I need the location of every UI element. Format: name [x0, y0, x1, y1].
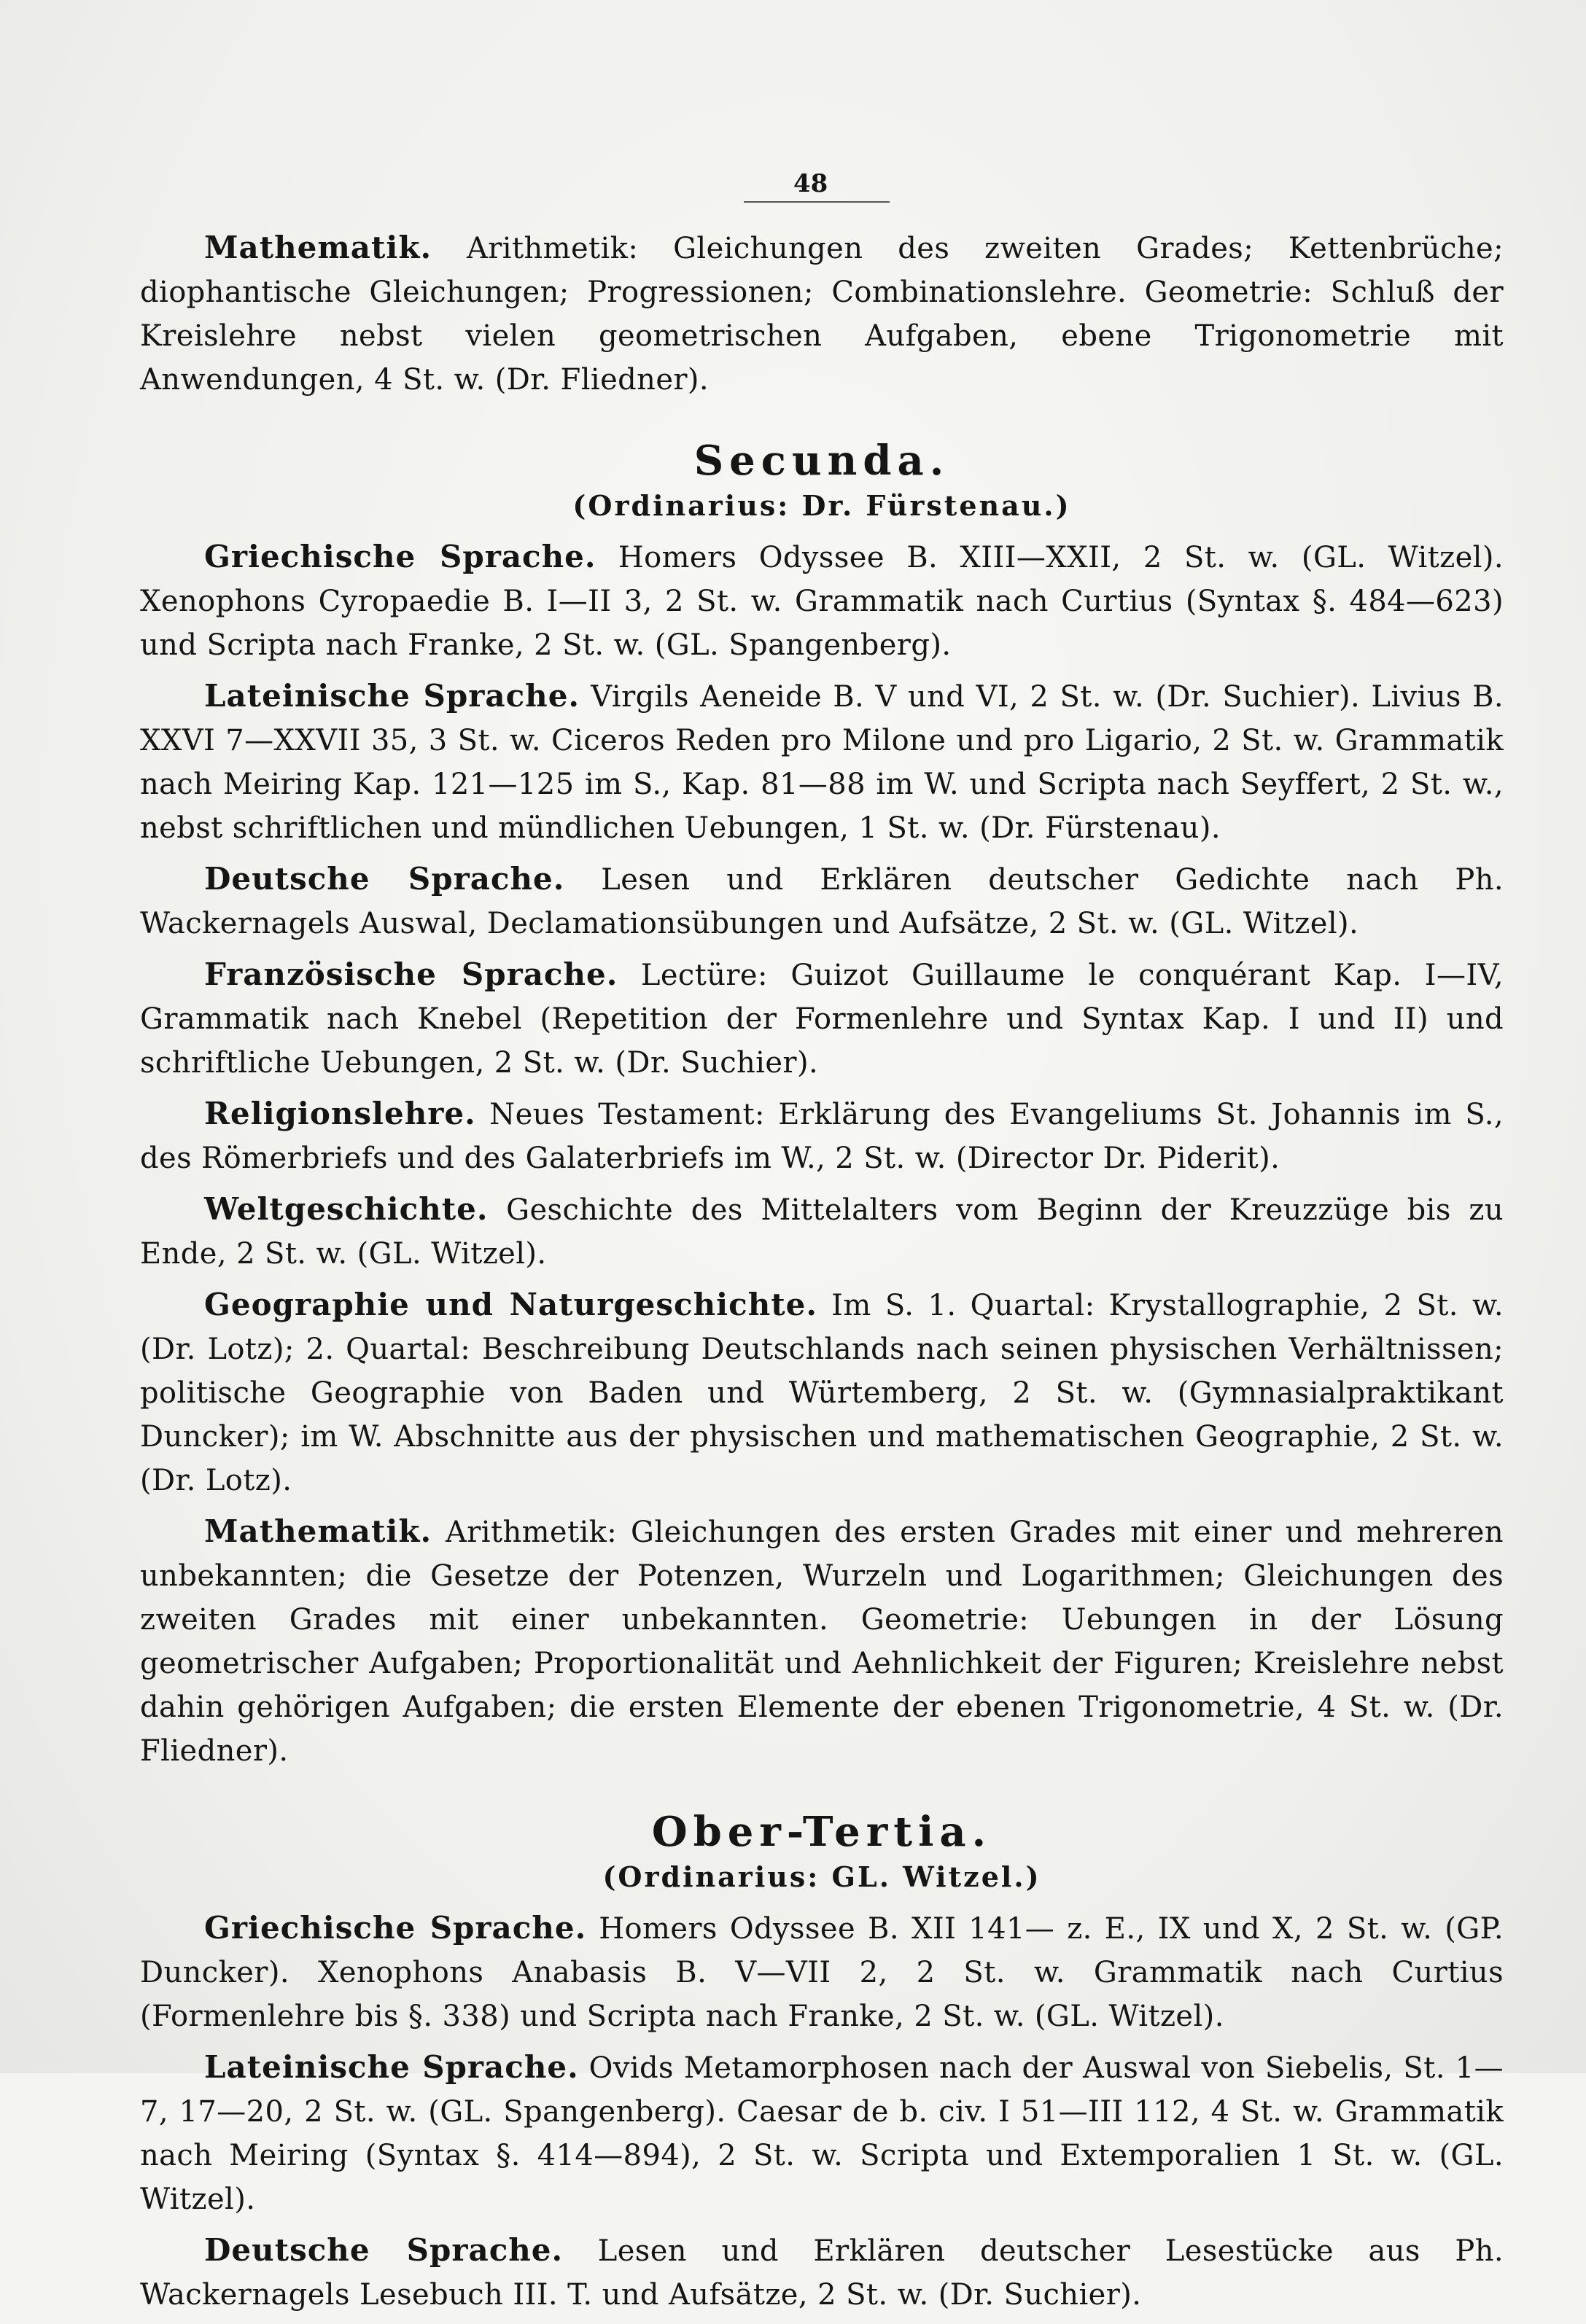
entry-subject: Geographie und Naturgeschichte. — [204, 1287, 817, 1322]
ordinarius-secunda: (Ordinarius: Dr. Fürstenau.) — [572, 489, 1071, 522]
entry-subject: Griechische Sprache. — [204, 1910, 587, 1946]
entry-deutsch-secunda — [140, 857, 1504, 945]
section-title-ober-tertia: Ober-Tertia. — [651, 1808, 992, 1856]
page-number: 48 — [793, 169, 828, 198]
entry-text: Lesen und Erklären deutscher Lesestücke aus Ph. Wackernagels Lesebuch III. T. und Aufsätze, 2 St. w. (Dr. Suchier). — [140, 2234, 1504, 2312]
entry-subject: Deutsche Sprache. — [204, 861, 565, 897]
entry-text: Arithmetik: Gleichungen des ersten Grades mit einer und mehreren unbekannten; die Gesetze der Potenzen, Wurzeln und Logarithmen; Gleichungen des zweiten Grades mit einer unbekannten. Geometrie: Uebungen in der Lösung geometrischer Aufgaben; Proportionalität und Aehnlichkeit der Figuren; Kreislehre nebst dahin gehörigen Aufgaben; die ersten Elemente der ebenen Trigonometrie, 4 St. w. (Dr. Fliedner). — [140, 1516, 1504, 1768]
entry-subject: Mathematik. — [204, 230, 432, 265]
entry-mathematik-secunda — [140, 1510, 1504, 1773]
entry-subject: Französische Sprache. — [204, 956, 618, 992]
entry-subject: Lateinische Sprache. — [204, 678, 580, 714]
page-content — [140, 226, 1504, 2324]
entry-text: Arithmetik: Gleichungen des zweiten Grades; Kettenbrüche; diophantische Gleichungen; Progressionen; Combinationslehre. Geometrie: Schluß der Kreislehre nebst vielen geometrischen Aufgaben, ebene Trigonometrie mit Anwendungen, 4 St. w. (Dr. Fliedner). — [140, 232, 1504, 397]
entry-subject: Mathematik. — [204, 1513, 432, 1549]
entry-latein-tertia — [140, 2046, 1504, 2221]
entry-griechisch-secunda — [140, 535, 1504, 667]
entry-mathematik-prima — [140, 226, 1504, 402]
entry-geographie-secunda — [140, 1283, 1504, 1502]
entry-text: Homers Odyssee B. XII 141— z. E., IX und X, 2 St. w. (GP. Duncker). Xenophons Anabasis B. V—VII 2, 2 St. w. Grammatik nach Curtius (Formenlehre bis §. 338) und Scripta nach Franke, 2 St. w. (GL. Witzel). — [140, 1912, 1504, 2033]
entry-text: Lesen und Erklären deutscher Gedichte nach Ph. Wackernagels Auswal, Declamationsübungen und Aufsätze, 2 St. w. (GL. Witzel). — [140, 863, 1504, 940]
page-number-rule — [744, 201, 890, 203]
entry-text: Lectüre: Guizot Guillaume le conquérant Kap. I—IV, Grammatik nach Knebel (Repetition der Formenlehre und Syntax Kap. I und II) und schriftliche Uebungen, 2 St. w. (Dr. Suchier). — [140, 959, 1504, 1080]
entry-text: Neues Testament: Erklärung des Evangeliums St. Johannis im S., des Römerbriefs und des Galaterbriefs im W., 2 St. w. (Director Dr. Piderit). — [140, 1098, 1504, 1175]
entry-griechisch-tertia — [140, 1906, 1504, 2038]
ordinarius-ober-tertia: (Ordinarius: GL. Witzel.) — [602, 1860, 1041, 1893]
entry-franzoesisch-secunda — [140, 953, 1504, 1085]
section-title-secunda: Secunda. — [693, 437, 950, 485]
entry-subject: Deutsche Sprache. — [204, 2232, 564, 2268]
entry-text: Geschichte des Mittelalters vom Beginn der Kreuzzüge bis zu Ende, 2 St. w. (GL. Witzel). — [140, 1193, 1504, 1271]
entry-deutsch-tertia — [140, 2229, 1504, 2317]
entry-subject: Weltgeschichte. — [204, 1191, 489, 1227]
entry-religion-secunda — [140, 1092, 1504, 1180]
entry-subject: Religionslehre. — [204, 1096, 476, 1131]
entry-weltgeschichte-secunda — [140, 1188, 1504, 1276]
entry-text: Ovids Metamorphosen nach der Auswal von Siebelis, St. 1—7, 17—20, 2 St. w. (GL. Spangenberg). Caesar de b. civ. I 51—III 112, 4 St. w. Grammatik nach Meiring (Syntax §. 414—894), 2 St. w. Scripta und Extemporalien 1 St. w. (GL. Witzel). — [140, 2051, 1504, 2216]
entry-latein-secunda — [140, 674, 1504, 850]
entry-text: Im S. 1. Quartal: Krystallographie, 2 St. w. (Dr. Lotz); 2. Quartal: Beschreibung Deutschlands nach seinen physischen Verhältnissen; politische Geographie von Baden und Würtemberg, 2 St. w. (Gymnasialpraktikant Duncker); im W. Abschnitte aus der physischen und mathematischen Geographie, 2 St. w. (Dr. Lotz). — [140, 1289, 1504, 1497]
entry-text: Virgils Aeneide B. V und VI, 2 St. w. (Dr. Suchier). Livius B. XXVI 7—XXVII 35, 3 St. w. Ciceros Reden pro Milone und pro Ligario, 2 St. w. Grammatik nach Meiring Kap. 121—125 im S., Kap. 81—88 im W. und Scripta nach Seyffert, 2 St. w., nebst schriftlichen und mündlichen Uebungen, 1 St. w. (Dr. Fürstenau). — [140, 680, 1504, 845]
entry-text: Homers Odyssee B. XIII—XXII, 2 St. w. (GL. Witzel). Xenophons Cyropaedie B. I—II 3, 2 St. w. Grammatik nach Curtius (Syntax §. 484—623) und Scripta nach Franke, 2 St. w. (GL. Spangenberg). — [140, 541, 1504, 662]
entry-subject: Griechische Sprache. — [204, 539, 596, 574]
entry-subject: Lateinische Sprache. — [204, 2049, 579, 2085]
